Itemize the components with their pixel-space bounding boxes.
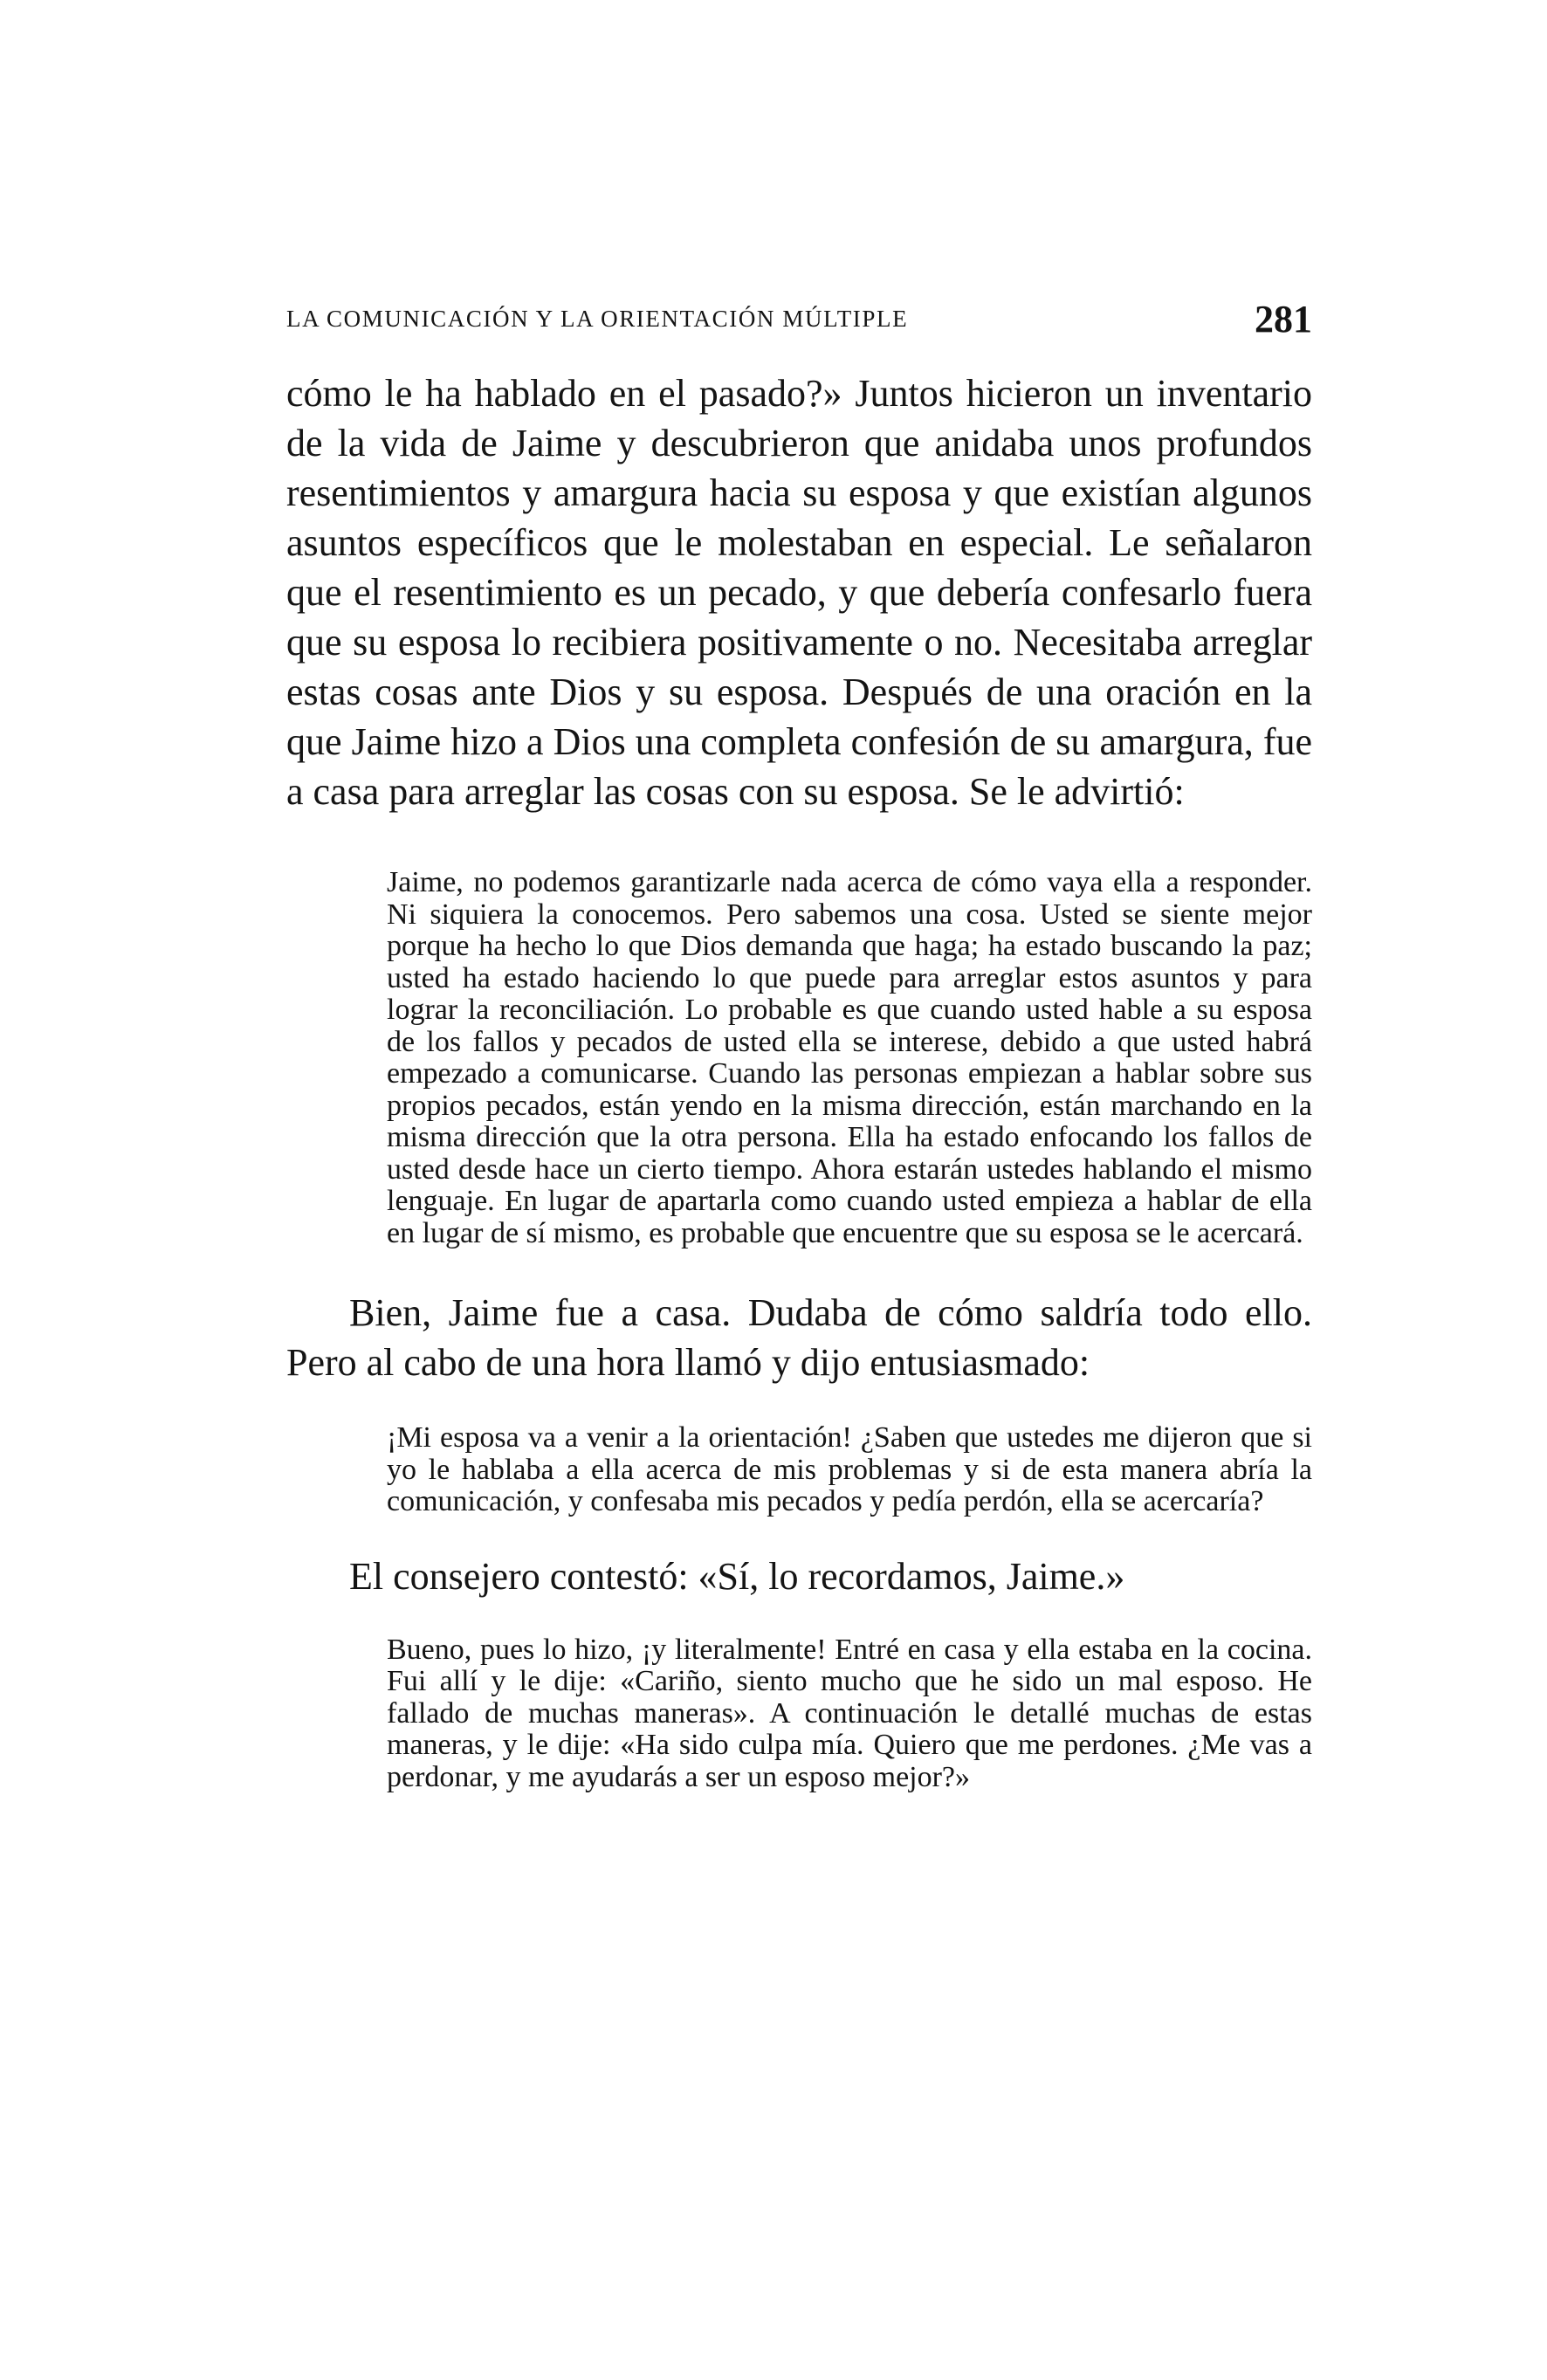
block-quote-3: Bueno, pues lo hizo, ¡y literalmente! Entré en casa y ella estaba en la cocina. Fui allí y le dije: «Cariño, siento mucho que he sido un mal esposo. He fallado de muchas maneras». A continuación le detallé muchas de estas maneras, y le dije: «Ha sido culpa mía. Quiero que me perdones. ¿Me vas a perdonar, y me ayudarás a ser un esposo mejor?»	[387, 1633, 1312, 1793]
block-quote-1: Jaime, no podemos garantizarle nada acerca de cómo vaya ella a responder. Ni siquiera la conocemos. Pero sabemos una cosa. Usted se siente mejor porque ha hecho lo que Dios demanda que haga; ha estado buscando la paz; usted ha estado haciendo lo que puede para arreglar estos asuntos y para lograr la reconciliación. Lo probable es que cuando usted hable a su esposa de los fallos y pecados de usted ella se interese, debido a que usted habrá empezado a comunicarse. Cuando las personas empiezan a hablar sobre sus propios pecados, están yendo en la misma dirección, están marchando en la misma dirección que la otra persona. Ella ha estado enfocando los fallos de usted desde hace un cierto tiempo. Ahora estarán ustedes hablando el mismo lenguaje. En lugar de apartarla como cuando usted empieza a hablar de ella en lugar de sí mismo, es probable que encuentre que su esposa se le acercará.	[387, 866, 1312, 1249]
paragraph-1: cómo le ha hablado en el pasado?» Juntos hicieron un inventario de la vida de Jaime y descubrieron que anidaba unos profundos resentimientos y amargura hacia su esposa y que existían algunos asuntos específicos que le molestaban en especial. Le señalaron que el resentimiento es un pecado, y que debería confesarlo fuera que su esposa lo recibiera positivamente o no. Necesitaba arreglar estas cosas ante Dios y su esposa. Después de una oración en la que Jaime hizo a Dios una completa confesión de su amargura, fue a casa para arreglar las cosas con su esposa. Se le advirtió:	[286, 372, 1312, 813]
page-number: 281	[1255, 298, 1312, 340]
running-header	[286, 297, 1312, 349]
book-page	[286, 297, 1312, 1793]
paragraph-3: El consejero contestó: «Sí, lo recordamos, Jaime.»	[349, 1554, 1125, 1598]
chapter-title: LA COMUNICACIÓN Y LA ORIENTACIÓN MÚLTIPLE	[286, 306, 909, 332]
paragraph-2: Bien, Jaime fue a casa. Dudaba de cómo saldría todo ello. Pero al cabo de una hora llamó y dijo entusiasmado:	[286, 1291, 1312, 1384]
block-quote-2: ¡Mi esposa va a venir a la orientación! ¿Saben que ustedes me dijeron que si yo le hablaba a ella acerca de mis problemas y si de esta manera abría la comunicación, y confesaba mis pecados y pedía perdón, ella se acercaría?	[387, 1421, 1312, 1517]
